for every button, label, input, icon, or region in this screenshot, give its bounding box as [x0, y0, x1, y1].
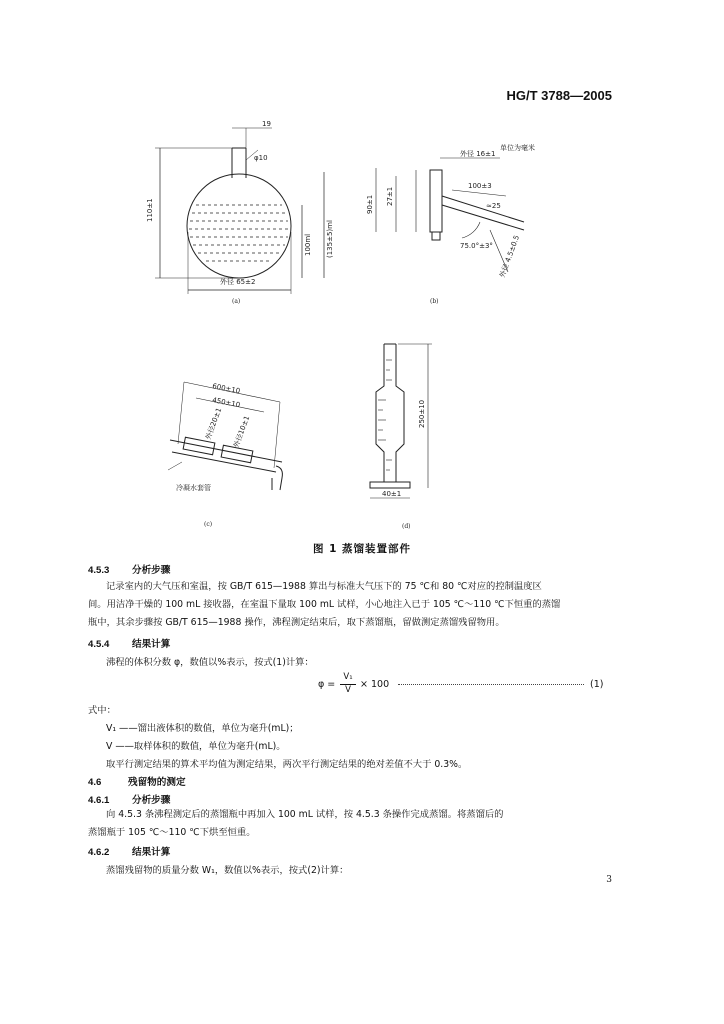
section-4-6-1-heading: 4.6.1 分析步骤 [88, 795, 171, 806]
panel-a-flask [155, 128, 324, 294]
dim-b-outer-4-5: 外径 4.5±0.5 [498, 234, 522, 279]
dim-d-250: 250±10 [418, 399, 426, 428]
formula-1-number: (1) [590, 679, 604, 690]
formula-1-denominator: V [345, 685, 351, 695]
panel-a-label: (a) [232, 298, 241, 305]
formula-1-leader [398, 684, 584, 685]
dim-c-10: 外径10±1 [232, 414, 252, 449]
formula-2-intro: 蒸馏残留物的质量分数 W₁，数值以%表示，按式(2)计算： [106, 865, 349, 876]
formula-1-where: 式中： [88, 705, 116, 716]
panel-b-label: (b) [430, 298, 439, 305]
formula-1-numerator: V₁ [343, 672, 353, 682]
dim-b-16: 外径 16±1 [460, 150, 496, 158]
section-4-5-3-heading: 4.5.3 分析步骤 [88, 565, 171, 576]
formula-1-rhs: × 100 [360, 679, 390, 690]
panel-c-label: (c) [204, 521, 213, 528]
section-4-5-4-heading: 4.5.4 结果计算 [88, 639, 171, 650]
variable-v: V ——取样体积的数值，单位为毫升(mL)。 [106, 741, 286, 752]
section-4-5-3-body: 记录室内的大气压和室温，按 GB/T 615—1988 算出与标准大气压下的 75 ℃和 80 ℃对应的控制温度区 间。用洁净干燥的 100 mL 接收器，在室温下量取 100 mL 试样，小心地注入已于 105 ℃～110 ℃下恒重的蒸馏 瓶中，其余步骤按 GB/T 615—1988 操作，沸程测定结束后，取下蒸馏瓶，留做测定蒸馏残留物用。 [88, 581, 561, 628]
panel-b-side-arm [376, 158, 524, 272]
dim-c-450: 450±10 [211, 396, 241, 410]
section-4-6-1-body: 向 4.5.3 条沸程测定后的蒸馏瓶中再加入 100 mL 试样，按 4.5.3 条操作完成蒸馏。将蒸馏后的 蒸馏瓶于 105 ℃～110 ℃下烘至恒重。 [88, 809, 504, 838]
dim-b-25: ≈25 [486, 202, 501, 210]
panel-c-note: 冷凝水套管 [176, 484, 211, 492]
dim-a-110: 110±1 [146, 198, 154, 222]
section-4-6-heading: 4.6 残留物的测定 [88, 777, 186, 788]
dim-a-19: 19 [262, 120, 271, 128]
standard-number: HG/T 3788—2005 [506, 88, 612, 103]
dim-a-135ml: (135±5)ml [326, 220, 334, 258]
dim-b-27: 27±1 [386, 186, 394, 206]
dim-b-100: 100±3 [468, 182, 492, 190]
section-4-6-2-heading: 4.6.2 结果计算 [88, 847, 171, 858]
dim-c-20: 外径20±1 [204, 406, 224, 441]
panel-b-unit-note: 单位为毫米 [500, 144, 535, 152]
formula-1 [318, 672, 608, 698]
dim-d-40: 40±1 [382, 490, 402, 498]
dim-b-angle: 75.0°±3° [460, 242, 493, 250]
figure-caption: 图 1 蒸馏装置部件 [312, 543, 412, 555]
dim-a-100ml: 100ml [304, 233, 312, 256]
page-number: 3 [606, 875, 612, 885]
dim-b-90: 90±1 [366, 194, 374, 214]
panel-d-label: (d) [402, 523, 411, 530]
dim-a-phi10: φ10 [254, 154, 268, 162]
dim-c-600: 600±10 [211, 382, 241, 396]
formula-1-lhs: φ = [318, 679, 336, 690]
variable-v1: V₁ ——馏出液体积的数值，单位为毫升(mL)； [106, 723, 299, 734]
result-conclusion: 取平行测定结果的算术平均值为测定结果，两次平行测定结果的绝对差值不大于 0.3%。 [106, 759, 468, 770]
dim-a-outer-diameter: 外径 65±2 [220, 278, 256, 286]
formula-1-intro: 沸程的体积分数 φ，数值以%表示，按式(1)计算： [106, 657, 314, 668]
